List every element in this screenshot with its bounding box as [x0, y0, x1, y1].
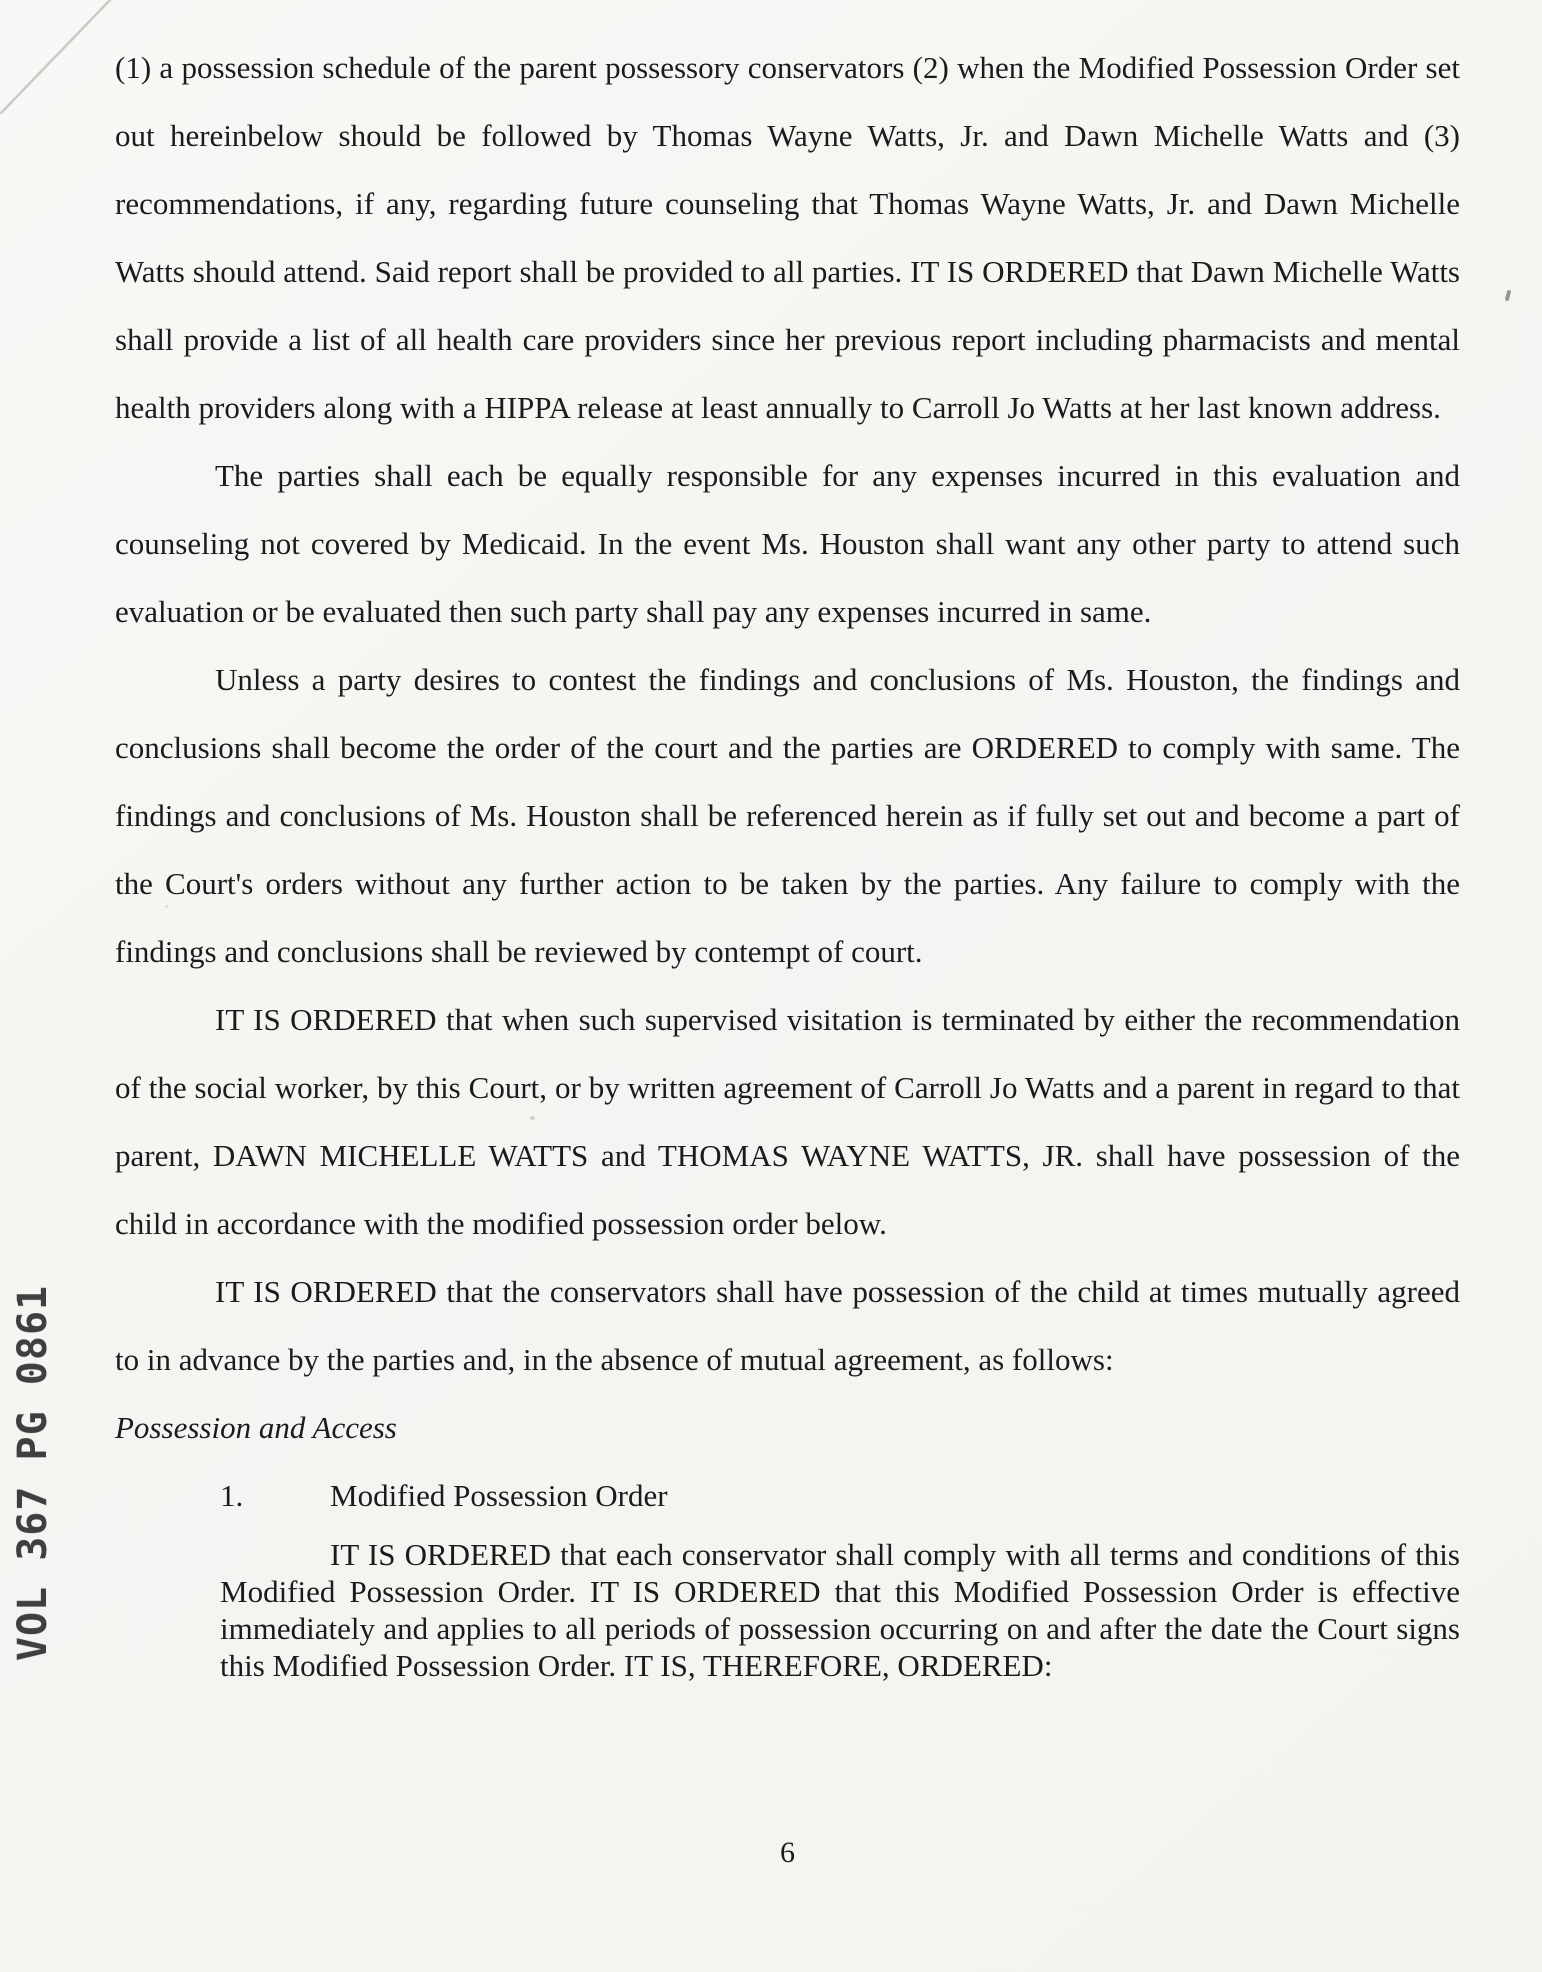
paragraph-evaluation-report: (1) a possession schedule of the parent possessory conservators (2) when the Modified Possession Order set out hereinbelow should be followed by Thomas Wayne Watts, Jr. and Dawn Michelle Watts and (3) recommendations, if any, regarding future counseling that Thomas Wayne Watts, Jr. and Dawn Michelle Watts should attend. Said report shall be provided to all parties. IT IS ORDERED that Dawn Michelle Watts shall provide a list of all health care providers since her previous report including pharmacists and mental health providers along with a HIPPA release at least annually to Carroll Jo Watts at her last known address. — [115, 50, 1460, 425]
volume-page-stamp — [4, 1285, 62, 1660]
scan-speck — [1505, 290, 1512, 302]
paragraph-mutual-agreement: IT IS ORDERED that the conservators shall have possession of the child at times mutually agreed to in advance by the parties and, in the absence of mutual agreement, as follows: — [115, 1274, 1460, 1377]
page-footer — [115, 1836, 1460, 1870]
section-heading-possession-and-access: Possession and Access — [115, 1410, 397, 1445]
paragraph-supervised-visitation: IT IS ORDERED that when such supervised visitation is terminated by either the recommendation of the social worker, by this Court, or by written agreement of Carroll Jo Watts and a parent in regard to that parent, DAWN MICHELLE WATTS and THOMAS WAYNE WATTS, JR. shall have possession of the child in accordance with the modified possession order below. — [115, 1002, 1460, 1241]
paragraph-order-terms: IT IS ORDERED that each conservator shall comply with all terms and conditions of this Modified Possession Order. IT IS ORDERED that this Modified Possession Order is effective immediately and applies to all periods of possession occurring on and after the date the Court signs this Modified Possession Order. IT IS, THEREFORE, ORDERED: — [220, 1537, 1460, 1683]
numbered-item-modified-possession-order — [115, 1462, 1460, 1530]
scan-corner-artifact — [0, 0, 112, 114]
item-number: 1. — [220, 1478, 244, 1513]
paragraph-findings-conclusions: Unless a party desires to contest the findings and conclusions of Ms. Houston, the findings and conclusions shall become the order of the court and the parties are ORDERED to comply with same. The findings and conclusions of Ms. Houston shall be referenced herein as if fully set out and become a part of the Court's orders without any further action to be taken by the parties. Any failure to comply with the findings and conclusions shall be reviewed by contempt of court. — [115, 662, 1460, 969]
document-body — [115, 34, 1460, 1684]
paragraph-expenses: The parties shall each be equally responsible for any expenses incurred in this evaluation and counseling not covered by Medicaid. In the event Ms. Houston shall want any other party to attend such evaluation or be evaluated then such party shall pay any expenses incurred in same. — [115, 458, 1460, 629]
volume-page-stamp-text: VOL 367 PG 0861 — [10, 1284, 56, 1661]
page-number: 6 — [780, 1836, 795, 1869]
item-label: Modified Possession Order — [330, 1478, 668, 1513]
